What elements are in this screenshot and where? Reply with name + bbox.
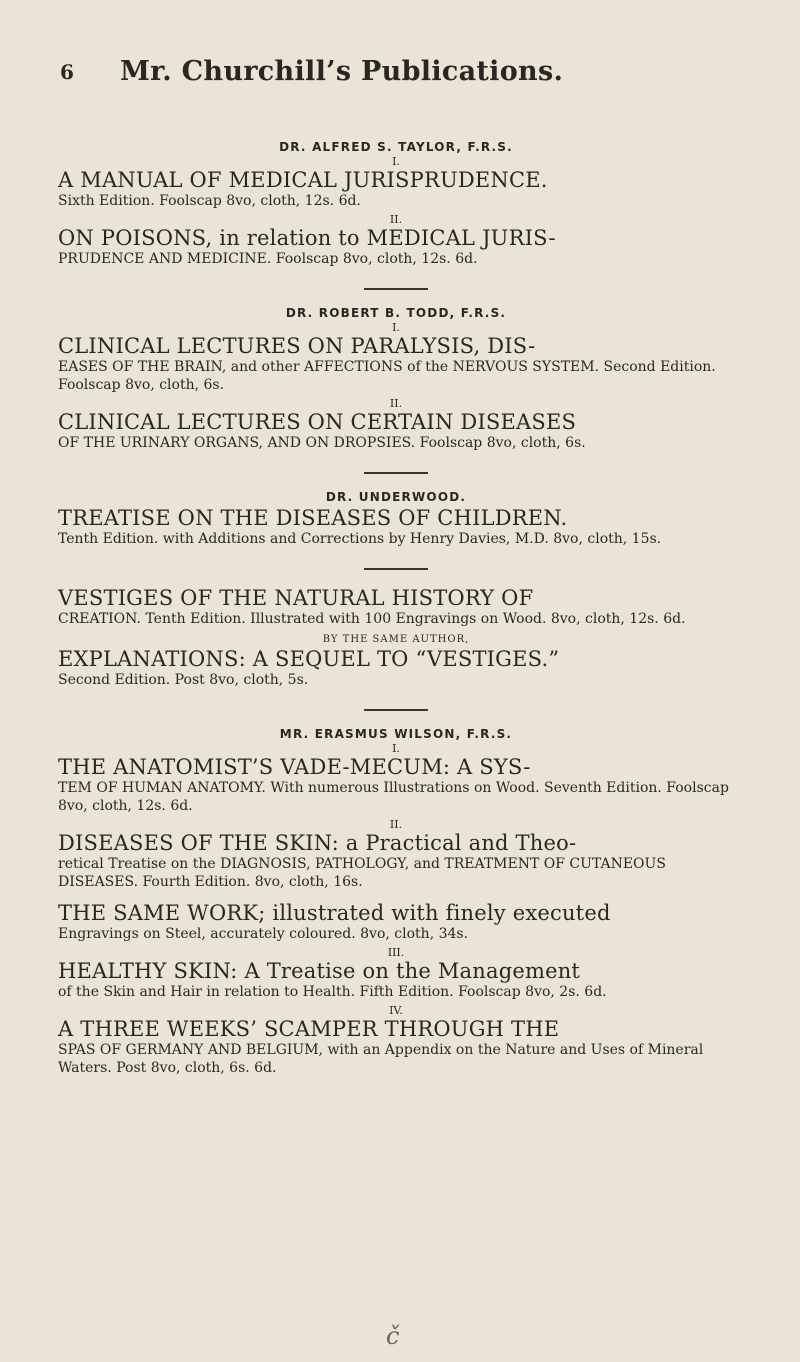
author-heading: DR. ALFRED S. TAYLOR, F.R.S. xyxy=(279,140,513,154)
entry-title: TREATISE ON THE DISEASES OF CHILDREN. xyxy=(58,506,568,530)
byline: BY THE SAME AUTHOR, xyxy=(322,634,470,645)
entry-description: CREATION. Tenth Edition. Illustrated with 100 Engravings on Wood. 8vo, cloth, 12s. 6d. xyxy=(58,611,686,627)
page-number: 6 xyxy=(60,60,75,84)
entry-title: VESTIGES OF THE NATURAL HISTORY OF xyxy=(58,586,534,610)
entry-numeral: IV. xyxy=(389,1004,403,1017)
entry-title: CLINICAL LECTURES ON CERTAIN DISEASES xyxy=(58,410,577,434)
section-wilson xyxy=(58,727,734,1077)
entry-description: TEM OF HUMAN ANATOMY. With numerous Illustrations on Wood. Seventh Edition. Foolscap 8vo, cloth, 12s. 6d. xyxy=(58,780,729,814)
entry-title: CLINICAL LECTURES ON PARALYSIS, DIS- xyxy=(58,334,536,358)
entry-description: EASES OF THE BRAIN, and other AFFECTIONS of the NERVOUS SYSTEM. Second Edition. Foolscap 8vo, cloth, 6s. xyxy=(58,359,716,393)
entry-description: Second Edition. Post 8vo, cloth, 5s. xyxy=(58,672,309,688)
entry-description: Tenth Edition. with Additions and Corrections by Henry Davies, M.D. 8vo, cloth, 15s. xyxy=(58,531,662,547)
entry-description: of the Skin and Hair in relation to Health. Fifth Edition. Foolscap 8vo, 2s. 6d. xyxy=(58,984,607,1000)
section-divider xyxy=(364,709,428,711)
entry-numeral: I. xyxy=(392,742,400,755)
author-heading: DR. UNDERWOOD. xyxy=(325,490,467,504)
entry-description: Engravings on Steel, accurately coloured. 8vo, cloth, 34s. xyxy=(58,926,469,942)
entry-numeral: I. xyxy=(392,321,400,334)
entry-title: A THREE WEEKS’ SCAMPER THROUGH THE xyxy=(58,1017,560,1041)
entry-numeral: I. xyxy=(392,155,400,168)
section-divider xyxy=(364,568,428,570)
section-divider xyxy=(364,288,428,290)
entry-title: A MANUAL OF MEDICAL JURISPRUDENCE. xyxy=(58,168,548,192)
author-heading: MR. ERASMUS WILSON, F.R.S. xyxy=(279,727,513,741)
publications-list xyxy=(58,140,734,1081)
author-heading: DR. ROBERT B. TODD, F.R.S. xyxy=(285,306,507,320)
entry-title: THE SAME WORK; illustrated with finely executed xyxy=(58,901,611,925)
entry-description: OF THE URINARY ORGANS, AND ON DROPSIES. Foolscap 8vo, cloth, 6s. xyxy=(58,435,586,451)
entry-description: retical Treatise on the DIAGNOSIS, PATHOLOGY, and TREATMENT OF CUTANEOUS DISEASES. Fourth Edition. 8vo, cloth, 16s. xyxy=(58,856,666,890)
entry-title: EXPLANATIONS: A SEQUEL TO “VESTIGES.” xyxy=(58,647,560,671)
section-todd xyxy=(58,306,734,452)
section-underwood xyxy=(58,490,734,548)
entry-title: THE ANATOMIST’S VADE-MECUM: A SYS- xyxy=(58,755,531,779)
entry-numeral: II. xyxy=(389,818,403,831)
entry-title: DISEASES OF THE SKIN: a Practical and Theo- xyxy=(58,831,577,855)
entry-description: Sixth Edition. Foolscap 8vo, cloth, 12s. 6d. xyxy=(58,193,361,209)
section-vestiges xyxy=(58,586,734,689)
entry-numeral: III. xyxy=(387,946,405,959)
entry-description: SPAS OF GERMANY AND BELGIUM, with an Appendix on the Nature and Uses of Mineral Waters. Post 8vo, cloth, 6s. 6d. xyxy=(58,1042,704,1076)
entry-description: PRUDENCE AND MEDICINE. Foolscap 8vo, cloth, 12s. 6d. xyxy=(58,251,478,267)
section-taylor xyxy=(58,140,734,268)
entry-title: HEALTHY SKIN: A Treatise on the Management xyxy=(58,959,581,983)
handwritten-mark: č xyxy=(386,1322,400,1350)
section-divider xyxy=(364,472,428,474)
entry-numeral: II. xyxy=(389,213,403,226)
entry-title: ON POISONS, in relation to MEDICAL JURIS- xyxy=(58,226,556,250)
page-title: Mr. Churchill’s Publications. xyxy=(120,56,564,87)
entry-numeral: II. xyxy=(389,397,403,410)
